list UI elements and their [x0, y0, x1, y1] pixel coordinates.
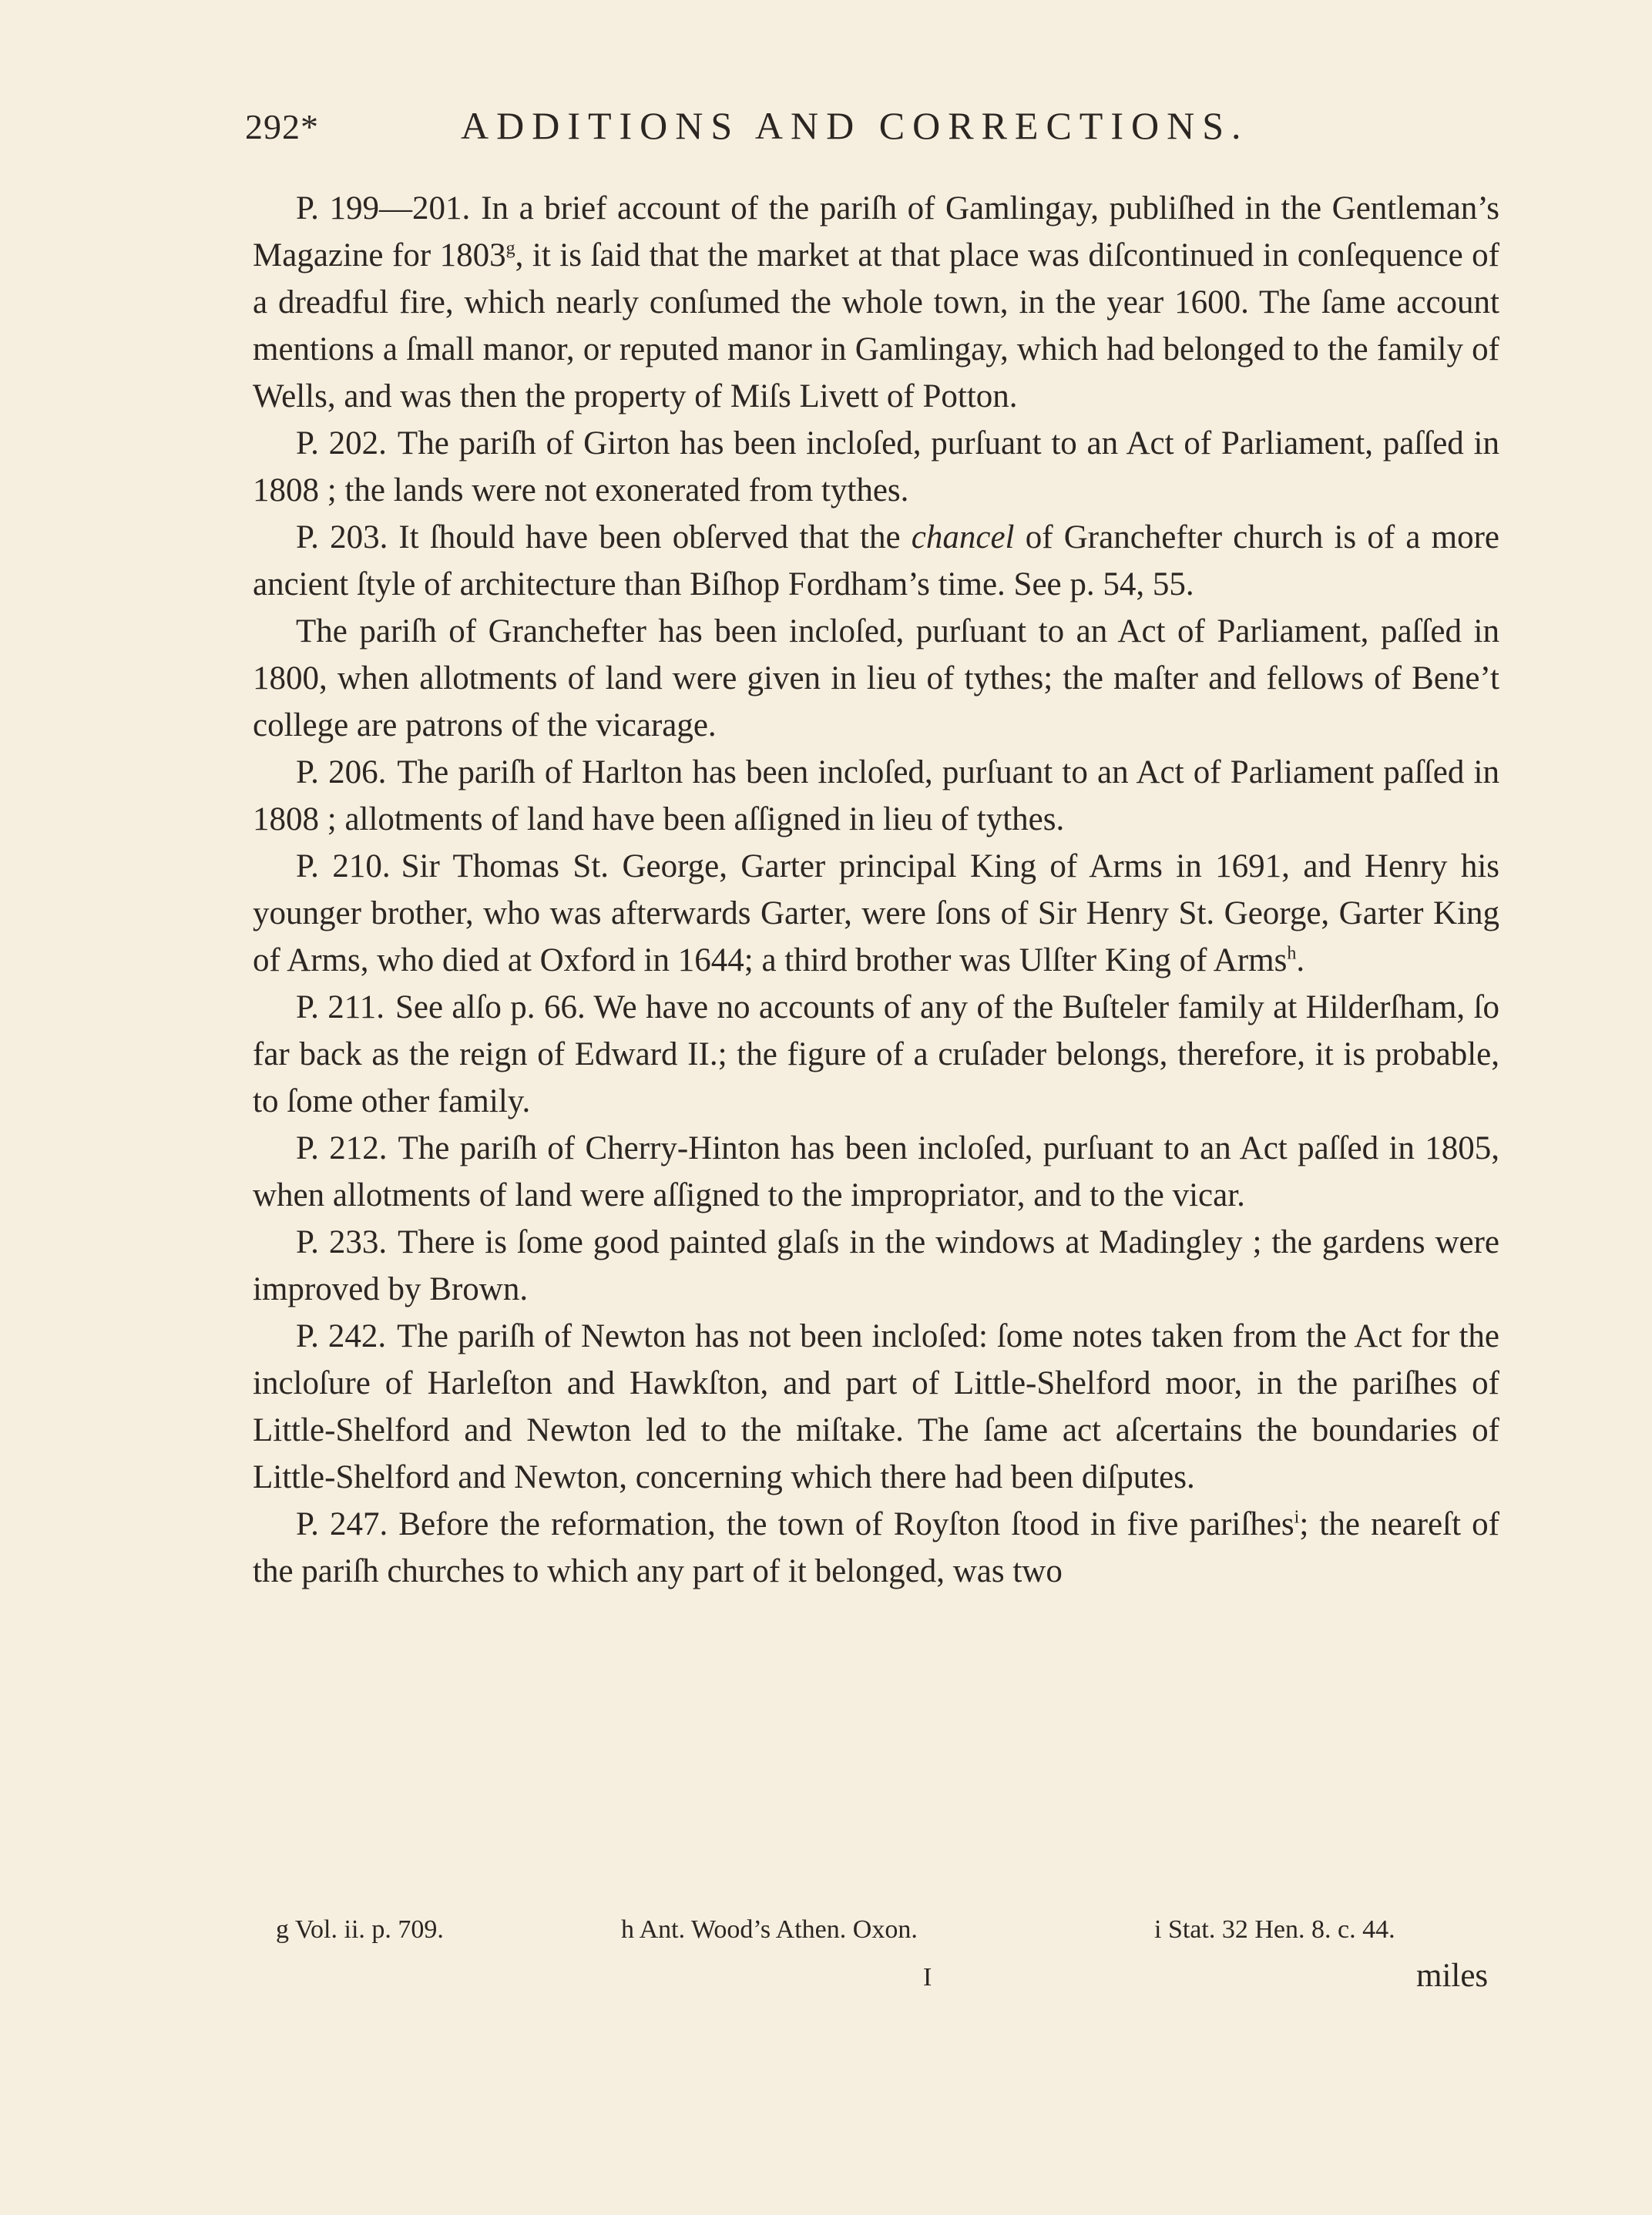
page-reference: P. 247.: [296, 1506, 388, 1542]
entry-p211: P. 211. See alſo p. 66. We have no accounts of any of the Buſteler family at Hilderſham, ſo far back as the reign of Edward II.; the figure of a cruſader belongs, therefore, it is probable, to ſome other family.: [253, 989, 1499, 1119]
footnote-h: h Ant. Wood’s Athen. Oxon.: [621, 1915, 918, 1944]
page-header: [245, 106, 1324, 160]
page-reference: P. 203.: [296, 519, 388, 555]
entry-granchester: The pariſh of Granchefter has been incloſed, purſuant to an Act of Parliament, paſſed in 1800, when allotments of land were given in lieu of tythes; the maſter and fellows of Bene’t college are patrons of the vicarage.: [253, 613, 1499, 743]
page-reference: P. 202.: [296, 425, 387, 461]
footnote-mark-g: g: [505, 238, 515, 259]
footnote-mark-i: i: [1294, 1507, 1300, 1528]
italic-term: chancel: [911, 519, 1015, 555]
entry-p210: P. 210. Sir Thomas St. George, Garter principal King of Arms in 1691, and Henry his younger brother, who was afterwards Garter, were ſons of Sir Henry St. George, Garter King of Arms, who died at Oxford in 1644; a third brother was Ulſter King of Arms$^h$.: [253, 848, 1499, 978]
entry-p242: P. 242. The pariſh of Newton has not been incloſed: ſome notes taken from the Act for the incloſure of Harleſton and Hawkſton, and part of Little-Shelford moor, in the pariſhes of Little-Shelford and Newton led to the miſtake. The ſame act aſcertains the boundaries of Little-Shelford and Newton, concerning which there had been diſputes.: [253, 1318, 1499, 1495]
footnote-i: i Stat. 32 Hen. 8. c. 44.: [1154, 1915, 1395, 1944]
entry-p247: P. 247. Before the reformation, the town of Royſton ſtood in five pariſhes$^i$; the neareſt of the pariſh churches to which any part of it belonged, was two: [253, 1506, 1499, 1589]
page-reference: P. 210.: [296, 848, 391, 884]
entry-p212: P. 212. The pariſh of Cherry-Hinton has been incloſed, purſuant to an Act paſſed in 1805, when allotments of land were aſſigned to the impropriator, and to the vicar.: [253, 1130, 1499, 1213]
entry-p206: P. 206. The pariſh of Harlton has been incloſed, purſuant to an Act of Parliament paſſed in 1808 ; allotments of land have been aſſigned in lieu of tythes.: [253, 754, 1499, 837]
page-reference: P. 212.: [296, 1130, 388, 1166]
page-number: 292*: [245, 107, 319, 146]
footnote-g: g Vol. ii. p. 709.: [276, 1915, 444, 1944]
page-reference: P. 233.: [296, 1224, 388, 1260]
entry-p202: P. 202. The pariſh of Girton has been incloſed, purſuant to an Act of Parliament, paſſed in 1808 ; the lands were not exonerated from tythes.: [253, 425, 1499, 508]
signature-mark: I: [923, 1963, 932, 1992]
page-reference: P. 242.: [296, 1318, 387, 1354]
entry-p203: P. 203. It ſhould have been obſerved that the chancel of Granchefter church is of a more ancient ſtyle of architecture than Biſhop Fordham’s time. See p. 54, 55.: [253, 519, 1500, 602]
footnote-mark-h: h: [1287, 943, 1297, 964]
page-reference: P. 206.: [296, 754, 387, 790]
page-reference: P. 211.: [296, 989, 384, 1025]
entry-p199-201: P. 199—201. In a brief account of the pariſh of Gamlingay, publiſhed in the Gentleman’s Magazine for 1803$^g$, it is ſaid that the market at that place was diſcontinued in conſequence of a dreadful fire, which nearly conſumed the whole town, in the year 1600. The ſame account mentions a ſmall manor, or reputed manor in Gamlingay, which had belonged to the family of Wells, and was then the property of Miſs Livett of Potton.: [253, 190, 1499, 414]
footnotes: [276, 1915, 1493, 1962]
entry-p233: P. 233. There is ſome good painted glaſs in the windows at Madingley ; the gardens were improved by Brown.: [253, 1224, 1499, 1307]
page-reference: P. 199—201.: [296, 190, 471, 227]
main-text: [253, 185, 1499, 1595]
running-title: ADDITIONS AND CORRECTIONS.: [461, 104, 1249, 147]
catchword: miles: [1416, 1958, 1489, 1994]
